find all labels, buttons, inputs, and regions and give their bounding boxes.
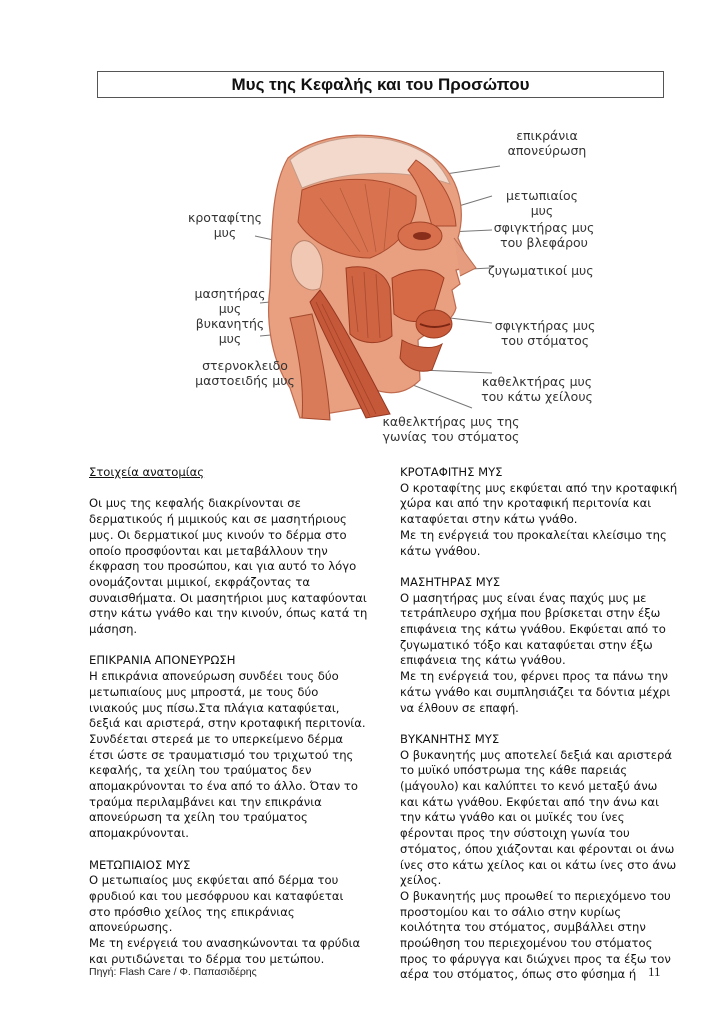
epikrania-line: απομακρύνονται το ένα από το άλλο. Όταν το [89, 779, 359, 794]
intro-line: έκφραση του προσώπου, και για αυτό το λόγο [89, 559, 357, 574]
epikrania-title: ΕΠΙΚΡΑΝΙΑ ΑΠΟΝΕΥΡΩΣΗ [89, 653, 236, 668]
intro-line: συναισθήματα. Οι μασητήριοι μυς καταφύονται [89, 590, 367, 605]
label-epikrania: επικράνια απονεύρωση [507, 128, 587, 158]
footer-source: Πηγή: Flash Care / Φ. Παπασιδέρης [89, 966, 257, 978]
epikrania-line: μετωπιαίους μυς μπροστά, με τους δύο [89, 684, 319, 699]
page-title: Μυς της Κεφαλής και του Προσώπου [231, 74, 530, 94]
epikrania-line: Συνδέεται στερεά με το υπερκείμενο δέρμα [89, 731, 343, 746]
label-sternokleido: στερνοκλειδο μαστοειδής μυς [195, 358, 295, 388]
epikrania-line: δεξιά και αριστερά, στην κροταφική περιτονία. [89, 716, 366, 731]
label-zygomatikoi: ζυγωματικοί μυς [488, 263, 594, 278]
krotafitis-title: ΚΡΟΤΑΦΙΤΗΣ ΜΥΣ [400, 465, 503, 479]
label-kathelktiras-gonias: καθελκτήρας μυς της γωνίας του στόματος [382, 414, 520, 444]
label-krotafitis: κροταφίτης μυς [188, 210, 262, 240]
vykanitis-line: ίνες στο κάτω χείλος και οι κάτω ίνες στο άνω [400, 857, 677, 872]
intro-line: ονομάζονται μιμικοί, εκφράζοντας τα [89, 574, 310, 589]
vykanitis-line: αέρα του στόματος, όπως στο φύσημα ή [400, 967, 637, 982]
vykanitis-line: προστομίου και το σάλιο στην κυρίως [400, 904, 622, 919]
vykanitis-line: το μυϊκό υπόστρωμα της κάθε παρειάς [400, 763, 628, 778]
masitiras-line: να έλθουν σε επαφή. [400, 700, 519, 715]
label-kathelktiras-xeilous: καθελκτήρας μυς του κάτω χείλους [481, 374, 593, 404]
vykanitis-line: στόματος, όπου χιάζονται και φέρονται οι άνω [400, 841, 675, 856]
masitiras-line: ζυγωματικό τόξο και καταφύεται στην έξω [400, 637, 653, 652]
head-muscles-figure [170, 118, 600, 458]
label-sfigktiras-vlefarou: σφιγκτήρας μυς του βλεφάρου [493, 220, 595, 250]
intro-line: μυς. Οι δερματικοί μυς κινούν το δέρμα στο [89, 527, 347, 542]
metopiaios-line: και ρυτιδώνεται το δέρμα του μετώπου. [89, 951, 325, 966]
epikrania-line: Η επικράνια απονεύρωση συνδέει τους δύο [89, 669, 339, 684]
label-masitiras: μασητήρας μυς [194, 286, 266, 316]
epikrania-line: απονεύρωση τα χείλη του τραύματος [89, 810, 308, 825]
krotafitis-line: καταφύεται στην κάτω γνάθο. [400, 512, 578, 527]
metopiaios-line: απονεύρωσης. [89, 920, 173, 935]
epikrania-line: τραύμα περιλαμβάνει και την επικράνια [89, 794, 322, 809]
vykanitis-title: ΒΥΚΑΝΗΤΗΣ ΜΥΣ [400, 731, 500, 746]
intro-line: μάσηση. [89, 622, 138, 637]
section-heading-anatomy: Στοιχεία ανατομίας [89, 465, 205, 479]
masitiras-line: επιφάνεια της κάτω γνάθου. [400, 653, 566, 668]
metopiaios-line: φρυδιού και του μεσόφρυου και καταφύεται [89, 888, 344, 903]
metopiaios-line: Με τη ενέργειά του ανασηκώνονται τα φρύδια [89, 936, 361, 951]
krotafitis-line: χώρα και από την κροταφική περιτονία και [400, 496, 652, 511]
page-title-box [97, 71, 664, 98]
vykanitis-line: την κάτω γνάθο και οι μυϊκές του ίνες [400, 810, 625, 825]
intro-line: στην κάτω γνάθο και την κινούν, όπως κατά τη [89, 606, 368, 621]
krotafitis-line: κάτω γνάθου. [400, 543, 481, 558]
vykanitis-line: φέρονται προς την σύστοιχη γωνία του [400, 826, 630, 841]
vykanitis-line: προς το φάρυγγα και διώχνει προς τα έξω τον [400, 951, 671, 966]
page-number: 11 [648, 964, 661, 979]
left-text-column [89, 465, 379, 967]
metopiaios-line: στο πρόσθιο χείλος της επικράνιας [89, 904, 295, 919]
intro-line: Οι μυς της κεφαλής διακρίνονται σε [89, 496, 301, 511]
krotafitis-line: Με τη ενέργειά του προκαλείται κλείσιμο της [400, 527, 667, 542]
masitiras-line: τετράπλευρο σχήμα που βρίσκεται στην έξω [400, 606, 661, 621]
metopiaios-line: Ο μετωπιαίος μυς εκφύεται από δέρμα του [89, 873, 339, 888]
vykanitis-line: (μάγουλο) και καλύπτει το κενό μεταξύ άνω [400, 779, 658, 794]
masitiras-line: Με τη ενέργειά του, φέρνει προς τα πάνω την [400, 669, 669, 684]
masitiras-line: Ο μασητήρας μυς είναι ένας παχύς μυς με [400, 590, 647, 605]
metopiaios-title: ΜΕΤΩΠΙΑΙΟΣ ΜΥΣ [89, 857, 191, 872]
epikrania-line: ινιακούς μυς πίσω.Στα πλάγια καταφύεται, [89, 700, 340, 715]
label-sfigktiras-stomatos: σφιγκτήρας μυς του στόματος [494, 318, 596, 348]
masitiras-line: κάτω γνάθο και συμπλησιάζει τα δόντια μέχρι [400, 684, 671, 699]
vykanitis-line: χείλος. [400, 873, 442, 888]
vykanitis-line: προώθηση του περιεχομένου του στόματος [400, 936, 653, 951]
masitiras-line: επιφάνεια της κάτω γνάθου. Εκφύεται από το [400, 622, 666, 637]
vykanitis-line: κοιλότητα του στόματος, συμβάλλει στην [400, 920, 646, 935]
label-vykanitis: βυκανητής μυς [195, 316, 265, 346]
vykanitis-line: και κάτω γνάθου. Εκφύεται από την άνω και [400, 794, 659, 809]
intro-line: οποίο προσφύονται και μεταβάλλουν την [89, 543, 328, 558]
right-text-column [400, 465, 678, 983]
epikrania-line: απομακρύνονται. [89, 826, 189, 841]
masitiras-title: ΜΑΣΗΤΗΡΑΣ ΜΥΣ [400, 574, 501, 589]
krotafitis-line: Ο κροταφίτης μυς εκφύεται από την κροταφική [400, 480, 678, 495]
epikrania-line: κεφαλής, τα χείλη του τραύματος δεν [89, 763, 312, 778]
label-metopiaios: μετωπιαίος μυς [506, 188, 578, 218]
vykanitis-line: Ο βυκανητής μυς προωθεί το περιεχόμενο του [400, 888, 671, 903]
intro-line: δερματικούς ή μιμικούς και σε μασητήριους [89, 512, 347, 527]
epikrania-line: έτσι ώστε σε τραυματισμό του τριχωτού της [89, 747, 354, 762]
vykanitis-line: Ο βυκανητής μυς αποτελεί δεξιά και αριστερά [400, 747, 672, 762]
